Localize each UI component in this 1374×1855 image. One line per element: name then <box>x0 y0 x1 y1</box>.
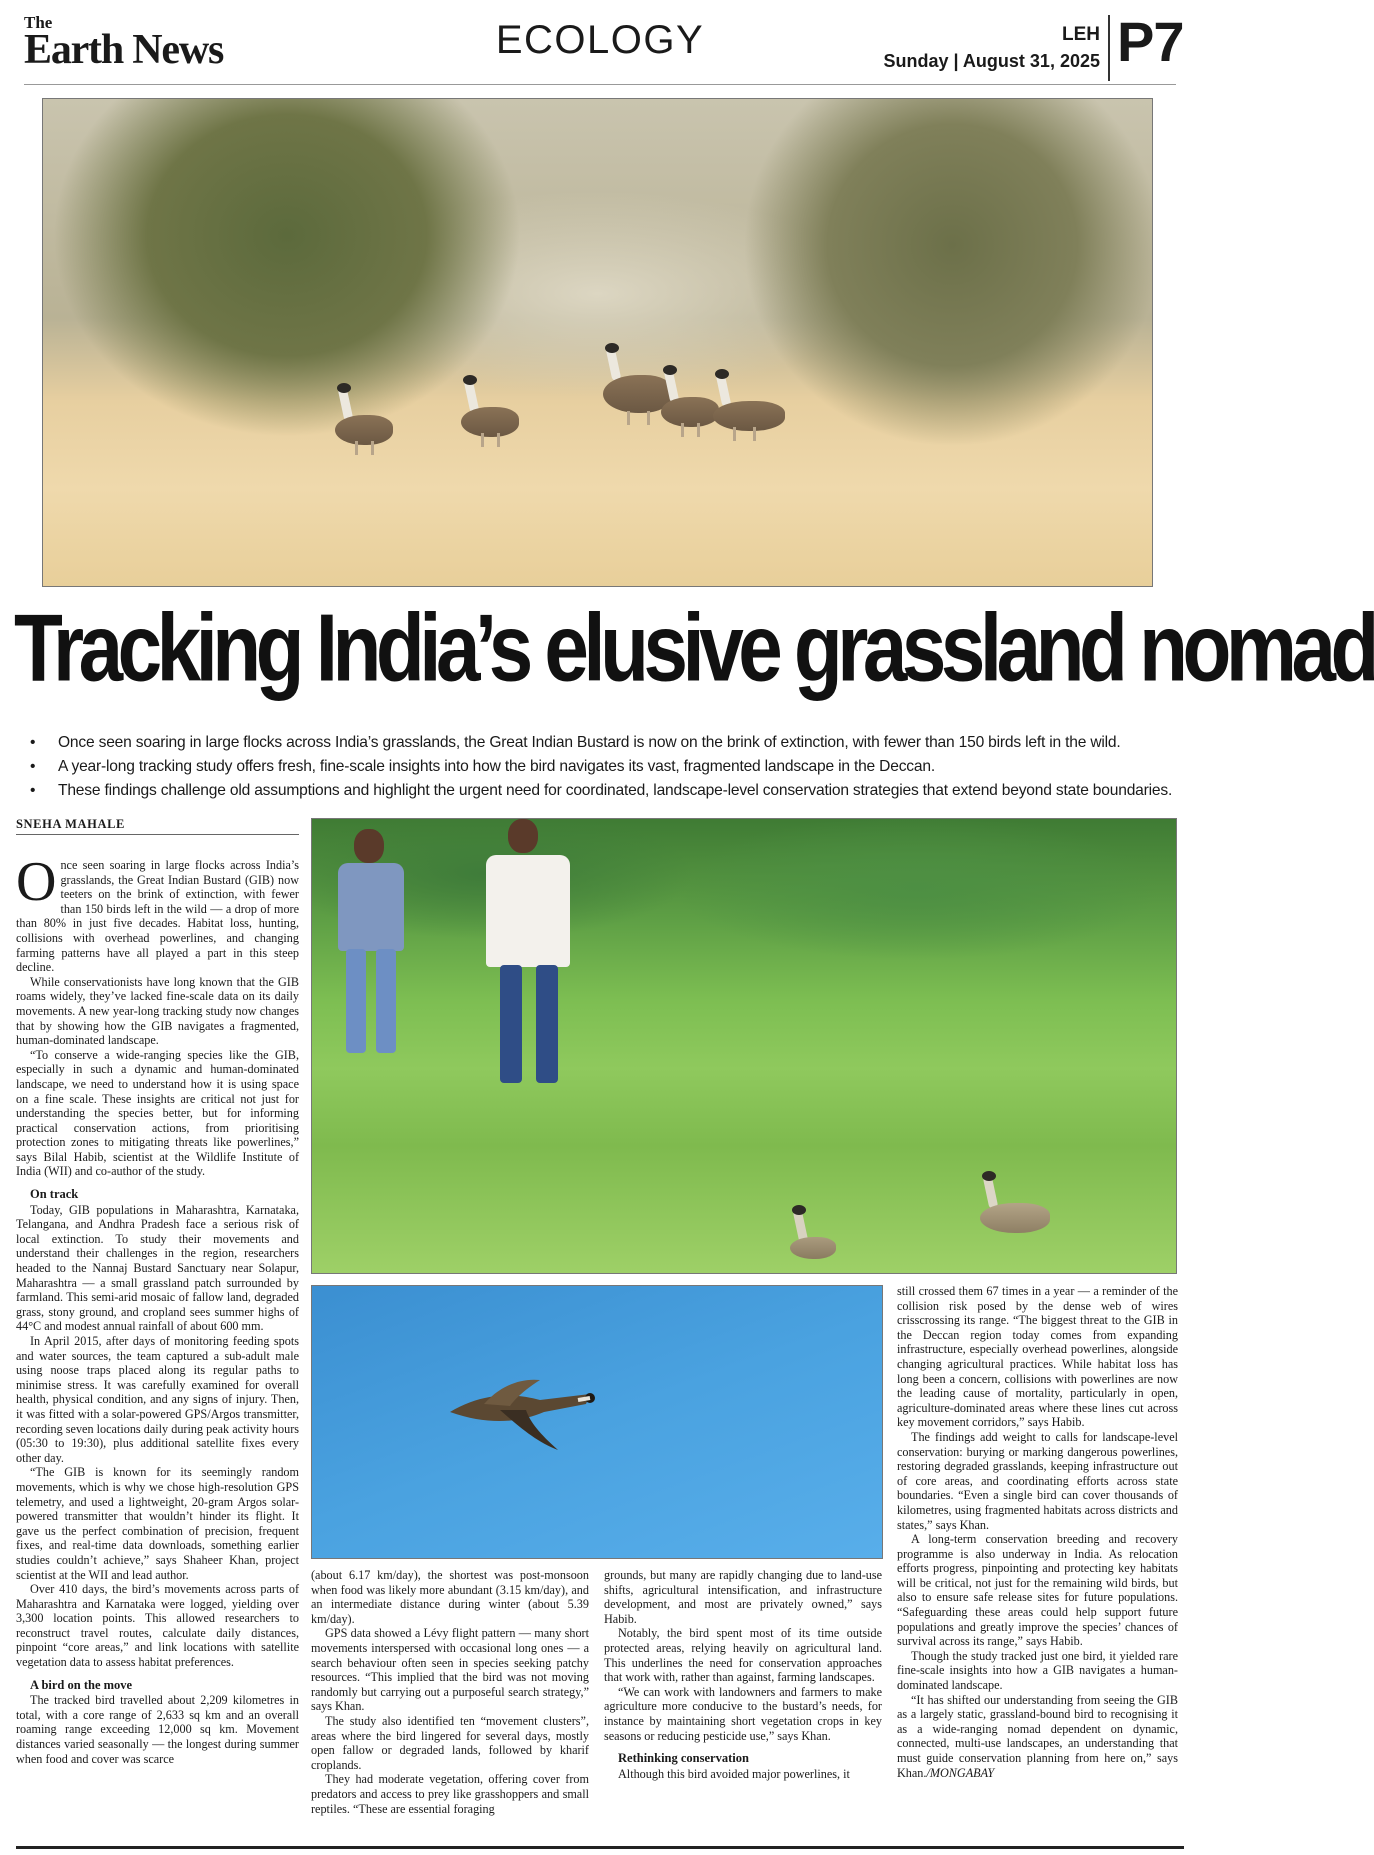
article-column-2 <box>311 1568 589 1848</box>
byline: SNEHA MAHALE <box>16 817 125 831</box>
paragraph: They had moderate vegetation, offering cover from predators and access to prey like grasshoppers and small reptiles. “These are essential foraging <box>311 1772 589 1816</box>
subheading: Rethinking conservation <box>618 1751 749 1766</box>
paragraph: While conservationists have long known that the GIB roams widely, they’ve lacked fine-scale data on its daily movements. A new year-long tracking study now changes that by showing how the GIB navigates a fragmented, human-dominated landscape. <box>16 974 299 1048</box>
paragraph: “To conserve a wide-ranging species like the GIB, especially in such a dynamic and human-dominated landscape, we need to understand how it is using space on a fine scale. These insights are critical not just for understanding the species better, but for informing practical conservation actions, from prioritising protection zones to mitigating threats like powerlines,” says Bilal Habib, scientist at the Wildlife Institute of India (WII) and co-author of the study. <box>16 1047 299 1179</box>
masthead-divider <box>1108 15 1110 81</box>
flying-bustard-figure <box>440 1364 600 1454</box>
paragraph: Today, GIB populations in Maharashtra, Karnataka, Telangana, and Andhra Pradesh face a serious risk of local extinction. To study their movements and understand their challenges in the region, researchers headed to the Nannaj Bustard Sanctuary near Solapur, Maharashtra — a small grassland patch surrounded by farmland. This semi-arid mosaic of fallow land, degraded grass, stony ground, and cropland sees summer highs of 44°C and modest annual rainfall of about 600 mm. <box>16 1202 299 1334</box>
paragraph: Notably, the bird spent most of its time outside protected areas, relying heavily on agricultural land. This underlines the need for conservation approaches that work with, rather than against, farming landscapes. <box>604 1626 882 1685</box>
page-number: P7 <box>1117 10 1184 73</box>
edition-info <box>884 24 1100 72</box>
paragraph: still crossed them 67 times in a year — a reminder of the collision risk posed by the dense web of wires crisscrossing its range. “The biggest threat to the GIB in the Deccan region today comes from expanding infrastructure, especially overhead powerlines, alongside changing agricultural practices. While habitat loss has long been a concern, collisions with powerlines are now the leading cause of mortality, particularly in open, agriculture-dominated areas where these lines cut across key movement corridors,” says Habib. <box>897 1284 1178 1430</box>
paragraph <box>16 851 299 975</box>
paragraph <box>897 1693 1178 1781</box>
paragraph: A long-term conservation breeding and recovery programme is also underway in India. As relocation efforts progress, pinpointing and protecting key habitats will be critical, not just for the remaining wild birds, but also to ensure safe release sites for future populations. “Safeguarding these areas could help support future populations and greatly improve the species’ chances of survival across its range,” says Habib. <box>897 1532 1178 1649</box>
paragraph: The tracked bird travelled about 2,209 kilometres in total, with a core range of 2,633 sq km and an overall roaming range exceeding 12,000 sq km. Movement distances varied seasonally — the longest during summer when food and cover was scarce <box>16 1693 299 1766</box>
subheading: On track <box>30 1187 79 1202</box>
paragraph: GPS data showed a Lévy flight pattern — many short movements interspersed with occasional long ones — a search behaviour often seen in species seeking patchy resources. “This implied that the bird was not moving randomly but carrying out a purposeful search strategy,” says Khan. <box>311 1626 589 1714</box>
paragraph: In April 2015, after days of monitoring feeding spots and water sources, the team captured a sub-adult male using noose traps placed along its regular paths to minimise stress. It was carefully examined for overall health, physical condition, and any signs of injury. Then, it was fitted with a solar-powered GPS/Argos transmitter, recording seven locations daily during peak activity hours (05:30 to 19:30), plus additional satellite fixes every other day. <box>16 1334 299 1465</box>
article-column-4 <box>897 1284 1178 1848</box>
edition-city: LEH <box>1062 24 1100 45</box>
paragraph: grounds, but many are rapidly changing due to land-use shifts, agricultural intensification, and infrastructure development, and most are privately owned,” says Habib. <box>604 1568 882 1626</box>
paragraph-text: nce seen soaring in large flocks across India’s grasslands, the Great Indian Bustard (GIB) now teeters on the brink of extinction, with fewer than 150 birds left in the wild — a drop of more than 80% in just five decades. Habitat loss, hunting, collisions with overhead powerlines, and changing farming patterns have all played a part in this steep decline. <box>16 858 299 975</box>
byline-rule <box>16 834 299 835</box>
logo-the: The <box>24 13 53 32</box>
summary-bullet: • Once seen soaring in large flocks across India’s grasslands, the Great Indian Bustard is now on the brink of extinction, with fewer than 150 birds left in the wild. <box>30 731 1180 755</box>
summary-bullet: • A year-long tracking study offers fresh, fine-scale insights into how the bird navigates its vast, fragmented landscape in the Deccan. <box>30 755 1180 779</box>
edition-date: Sunday | August 31, 2025 <box>883 50 1100 71</box>
logo-name: Earth News <box>24 27 224 73</box>
paragraph: The study also identified ten “movement clusters”, areas where the bird lingered for several days, mostly open fallow or degraded lands, followed by kharif croplands. <box>311 1713 589 1772</box>
photo-bustard-flight <box>311 1285 883 1559</box>
paragraph: Though the study tracked just one bird, it yielded rare fine-scale insights into how a GIB navigates a human-dominated landscape. <box>897 1648 1178 1693</box>
paragraph: The findings add weight to calls for landscape-level conservation: burying or marking dangerous powerlines, restoring degraded grasslands, keeping infrastructure out of core areas, and coordinating efforts across state boundaries. “Even a single bird can cover thousands of kilometres, using fragmented habitats across districts and states,” says Khan. <box>897 1429 1178 1532</box>
paragraph-text: “It has shifted our understanding from seeing the GIB as a largely static, grassland-bound bird to recognising it as a wide-ranging nomad dependent on dynamic, connected, multi-use landscapes, an understanding that must guide conservation planning from here on,” says Khan. <box>897 1692 1178 1780</box>
headline: Tracking India’s elusive grassland nomad <box>14 594 1374 701</box>
lead-photo-bustards <box>42 98 1153 587</box>
article-column-1 <box>16 851 299 1848</box>
paragraph: Although this bird avoided major powerlines, it <box>618 1766 850 1781</box>
source-credit: /MONGABAY <box>926 1765 995 1780</box>
section-title: ECOLOGY <box>495 18 705 62</box>
masthead-rule <box>24 84 1176 85</box>
summary-bullets <box>30 731 1180 803</box>
paragraph: “We can work with landowners and farmers to make agriculture more conducive to the bustard’s needs, for instance by maintaining short vegetation crops in key seasons or reducing pesticide use,” says Khan. <box>604 1684 882 1743</box>
page-bottom-rule <box>16 1846 1184 1849</box>
subheading: A bird on the move <box>30 1677 133 1692</box>
summary-bullet: • These findings challenge old assumptions and highlight the urgent need for coordinated, landscape-level conservation strategies that extend beyond state boundaries. <box>30 779 1180 803</box>
paragraph: Over 410 days, the bird’s movements across parts of Maharashtra and Karnataka were logged, yielding over 3,300 location points. This allowed researchers to reconstruct travel routes, calculate daily distances, pinpoint “core areas,” and link locations with satellite vegetation data to assess habitat preferences. <box>16 1582 299 1670</box>
paragraph: (about 6.17 km/day), the shortest was post-monsoon when food was likely more abundant (3.15 km/day), and an intermediate distance during winter (about 5.39 km/day). <box>311 1568 589 1626</box>
masthead <box>0 0 1200 88</box>
drop-cap: O <box>16 851 57 913</box>
paragraph: “The GIB is known for its seemingly random movements, which is why we chose high-resolution GPS telemetry, and used a lightweight, 20-gram Argos solar-powered transmitter that wouldn’t hinder its flight. It gave us the perfect combination of precision, frequent fixes, and real-time data downloads, something earlier studies couldn’t achieve,” says Shaheer Khan, project scientist at the WII and lead author. <box>16 1465 299 1582</box>
article-column-3 <box>604 1568 882 1848</box>
photo-researchers-field <box>311 818 1177 1274</box>
